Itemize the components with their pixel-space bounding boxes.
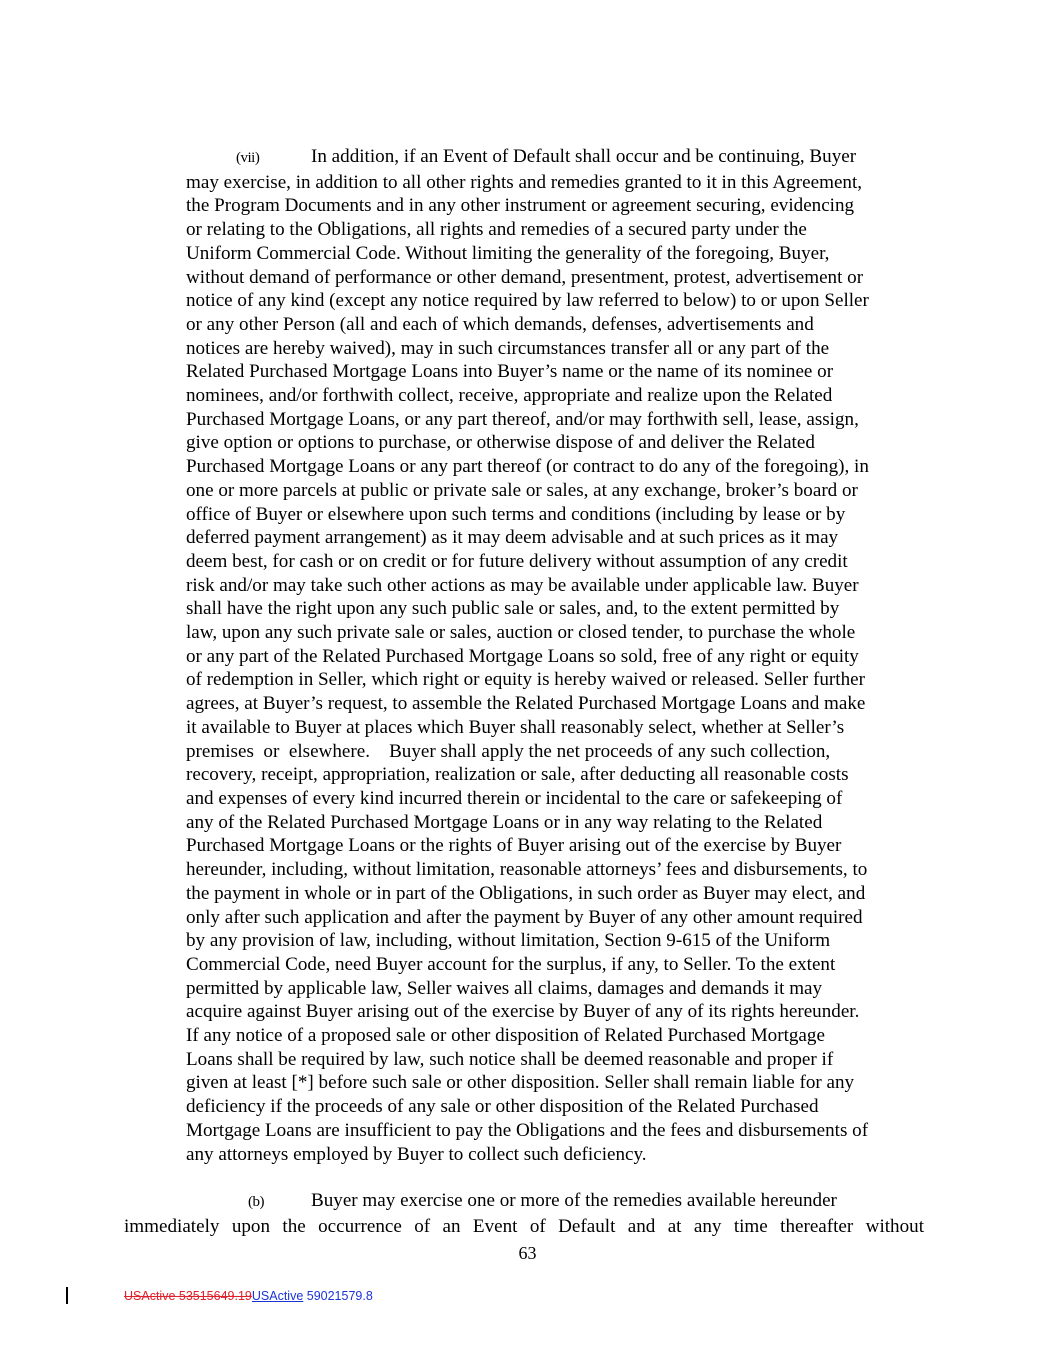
clause-marker-vii: (vii) — [236, 150, 260, 166]
text-line: deficiency if the proceeds of any sale or other disposition of the Related Purchased — [186, 1096, 819, 1118]
page-number: 63 — [518, 1243, 537, 1263]
text-line: notice of any kind (except any notice required by law referred to below) to or upon Seller — [186, 290, 869, 312]
text-line: give option or options to purchase, or otherwise dispose of and deliver the Related — [186, 432, 815, 454]
text-line: by any provision of law, including, without limitation, Section 9-615 of the Uniform — [186, 930, 831, 952]
text-line: of redemption in Seller, which right or equity is hereby waived or released. Seller further — [186, 669, 865, 691]
inserted-document-id-number: 59021579.8 — [303, 1289, 373, 1303]
paragraph-vii-first-line — [186, 145, 928, 171]
text-line: Related Purchased Mortgage Loans into Buyer’s name or the name of its nominee or — [186, 361, 834, 383]
text-line: without demand of performance or other demand, presentment, protest, advertisement or — [186, 266, 864, 288]
text-line: recovery, receipt, appropriation, realization or sale, after deducting all reasonable costs — [186, 764, 849, 786]
inserted-document-id-prefix: USActive — [251, 1289, 304, 1303]
text-line: law, upon any such private sale or sales, auction or closed tender, to purchase the whole — [186, 622, 856, 644]
paragraph-b-first-line — [124, 1189, 924, 1215]
text-line: or any other Person (all and each of which demands, defenses, advertisements and — [186, 313, 814, 335]
deleted-document-id: USActive 53515649.19 — [124, 1289, 252, 1303]
paragraph-b — [124, 1189, 924, 1238]
text-line: Purchased Mortgage Loans, or any part thereof, and/or may forthwith sell, lease, assign, — [186, 408, 859, 430]
text-line: Commercial Code, need Buyer account for the surplus, if any, to Seller. To the extent — [186, 953, 836, 975]
text-line: If any notice of a proposed sale or other disposition of Related Purchased Mortgage — [186, 1025, 825, 1047]
text-line: or any part of the Related Purchased Mortgage Loans so sold, free of any right or equity — [186, 645, 859, 667]
text-line: shall have the right upon any such public sale or sales, and, to the extent permitted by — [186, 598, 840, 620]
text-line: Buyer may exercise one or more of the remedies available hereunder — [311, 1190, 837, 1211]
text-line: given at least [*] before such sale or other disposition. Seller shall remain liable for any — [186, 1072, 855, 1094]
text-line: premises or elsewhere. Buyer shall apply the net proceeds of any such collection, — [186, 740, 831, 762]
text-line: Purchased Mortgage Loans or any part thereof (or contract to do any of the foregoing), in — [186, 456, 869, 478]
text-line: hereunder, including, without limitation, reasonable attorneys’ fees and disbursements, to — [186, 859, 868, 881]
text-line: nominees, and/or forthwith collect, receive, appropriate and realize upon the Related — [186, 385, 833, 407]
text-line: any attorneys employed by Buyer to collect such deficiency. — [186, 1143, 647, 1165]
text-line: deem best, for cash or on credit or for future delivery without assumption of any credit — [186, 550, 848, 572]
revision-change-bar — [66, 1287, 68, 1304]
text-line: Mortgage Loans are insufficient to pay the Obligations and the fees and disbursements of — [186, 1119, 869, 1141]
text-line: Uniform Commercial Code. Without limiting the generality of the foregoing, Buyer, — [186, 242, 830, 264]
text-line: In addition, if an Event of Default shall occur and be continuing, Buyer — [311, 146, 857, 167]
paragraph-vii — [186, 145, 928, 1166]
text-line: one or more parcels at public or private sale or sales, at any exchange, broker’s board or — [186, 479, 858, 501]
clause-marker-b: (b) — [248, 1194, 264, 1210]
text-line: Purchased Mortgage Loans or the rights of Buyer arising out of the exercise by Buyer — [186, 835, 842, 857]
text-line: risk and/or may take such other actions as may be available under applicable law. Buyer — [186, 574, 859, 596]
text-line: notices are hereby waived), may in such circumstances transfer all or any part of the — [186, 337, 830, 359]
text-line: may exercise, in addition to all other rights and remedies granted to it in this Agreement, — [186, 171, 863, 193]
text-line: the payment in whole or in part of the Obligations, in such order as Buyer may elect, and — [186, 882, 866, 904]
text-line: or relating to the Obligations, all rights and remedies of a secured party under the — [186, 219, 807, 241]
text-line: acquire against Buyer arising out of the exercise by Buyer of any of its rights hereunder. — [186, 1001, 860, 1023]
text-line: office of Buyer or elsewhere upon such terms and conditions (including by lease or by — [186, 503, 846, 525]
text-line: Loans shall be required by law, such notice shall be deemed reasonable and proper if — [186, 1048, 834, 1070]
document-id-footer — [124, 1289, 373, 1303]
text-line: any of the Related Purchased Mortgage Loans or in any way relating to the Related — [186, 811, 823, 833]
text-line: the Program Documents and in any other instrument or agreement securing, evidencing — [186, 195, 855, 217]
text-line: agrees, at Buyer’s request, to assemble the Related Purchased Mortgage Loans and make — [186, 693, 866, 715]
text-line: only after such application and after the payment by Buyer of any other amount required — [186, 906, 863, 928]
text-line: immediately upon the occurrence of an Event of Default and at any time thereafter without — [124, 1215, 924, 1237]
text-line: and expenses of every kind incurred therein or incidental to the care or safekeeping of — [186, 787, 843, 809]
text-line: it available to Buyer at places which Buyer shall reasonably select, whether at Seller’s — [186, 716, 845, 738]
text-line: deferred payment arrangement) as it may deem advisable and at such prices as it may — [186, 527, 839, 549]
text-line: permitted by applicable law, Seller waives all claims, damages and demands it may — [186, 977, 823, 999]
